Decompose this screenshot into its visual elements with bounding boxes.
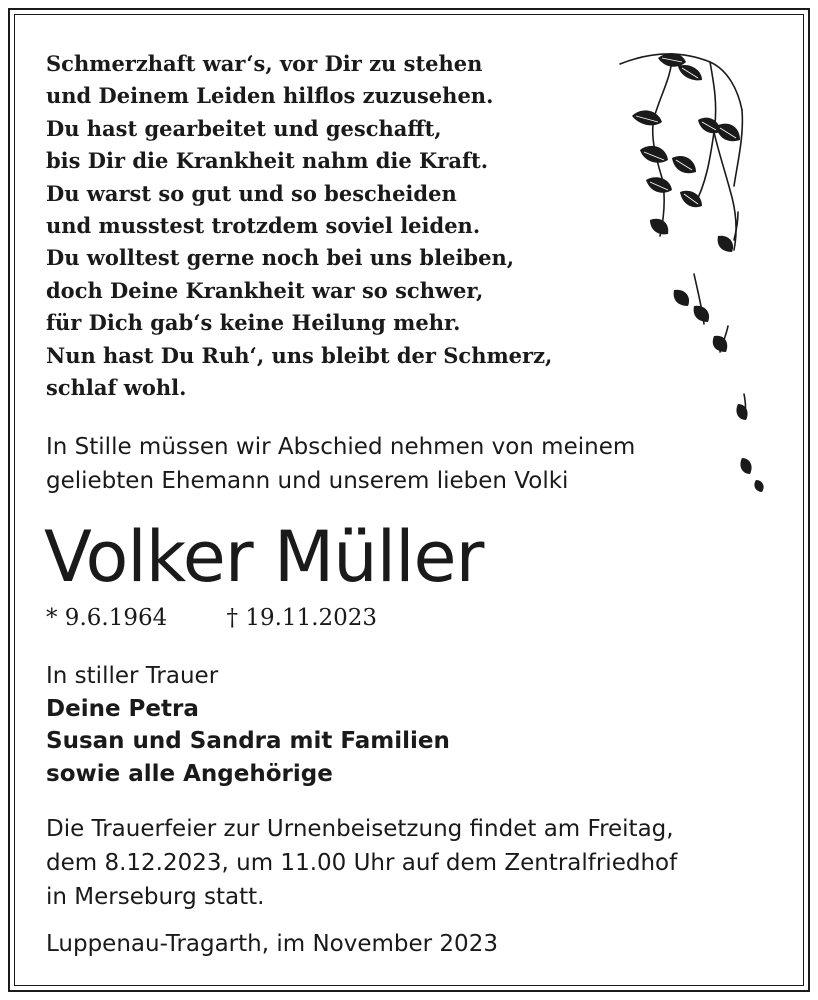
birch-branch-icon (610, 40, 790, 510)
poem-line: für Dich gab‘s keine Heilung mehr. (46, 310, 461, 336)
poem-line: Schmerzhaft war‘s, vor Dir zu stehen (46, 51, 483, 76)
poem-line: schlaf wohl. (46, 375, 187, 401)
poem-line: Du wolltest gerne noch bei uns bleiben, (46, 245, 515, 271)
poem-line: Du hast gearbeitet und geschafft, (46, 115, 442, 141)
funeral-line: Die Trauerfeier zur Urnenbeisetzung findet am Freitag, (46, 816, 674, 842)
deceased-name: Volker Müller (44, 516, 484, 598)
poem-line: doch Deine Krankheit war so schwer, (46, 277, 484, 303)
poem-line: und musstest trotzdem soviel leiden. (46, 213, 481, 239)
poem-line: Du warst so gut und so bescheiden (46, 180, 457, 206)
poem-line: bis Dir die Krankheit nahm die Kraft. (46, 148, 489, 174)
mourner-name: Deine Petra (46, 695, 199, 722)
poem-line: und Deinem Leiden hilflos zuzusehen. (46, 83, 494, 109)
funeral-line: dem 8.12.2023, um 11.00 Uhr auf dem Zentralfriedhof (46, 850, 678, 876)
funeral-info (46, 812, 677, 914)
mourners-block (46, 660, 450, 790)
life-dates (46, 602, 377, 634)
death-date: † 19.11.2023 (226, 605, 378, 631)
funeral-line: in Merseburg statt. (46, 884, 265, 910)
intro-line: In Stille müssen wir Abschied nehmen von meinem (46, 434, 636, 460)
poem-line: Nun hast Du Ruh‘, uns bleibt der Schmerz, (46, 342, 553, 368)
mourner-name: sowie alle Angehörige (46, 760, 333, 787)
birth-date: * 9.6.1964 (46, 605, 168, 631)
mourners-heading: In stiller Trauer (46, 663, 219, 689)
place-and-date: Luppenau-Tragarth, im November 2023 (46, 931, 498, 957)
intro-line: geliebten Ehemann und unserem lieben Volki (46, 468, 569, 494)
mourner-name: Susan und Sandra mit Familien (46, 728, 450, 754)
poem (46, 48, 552, 404)
intro-text (46, 430, 635, 498)
